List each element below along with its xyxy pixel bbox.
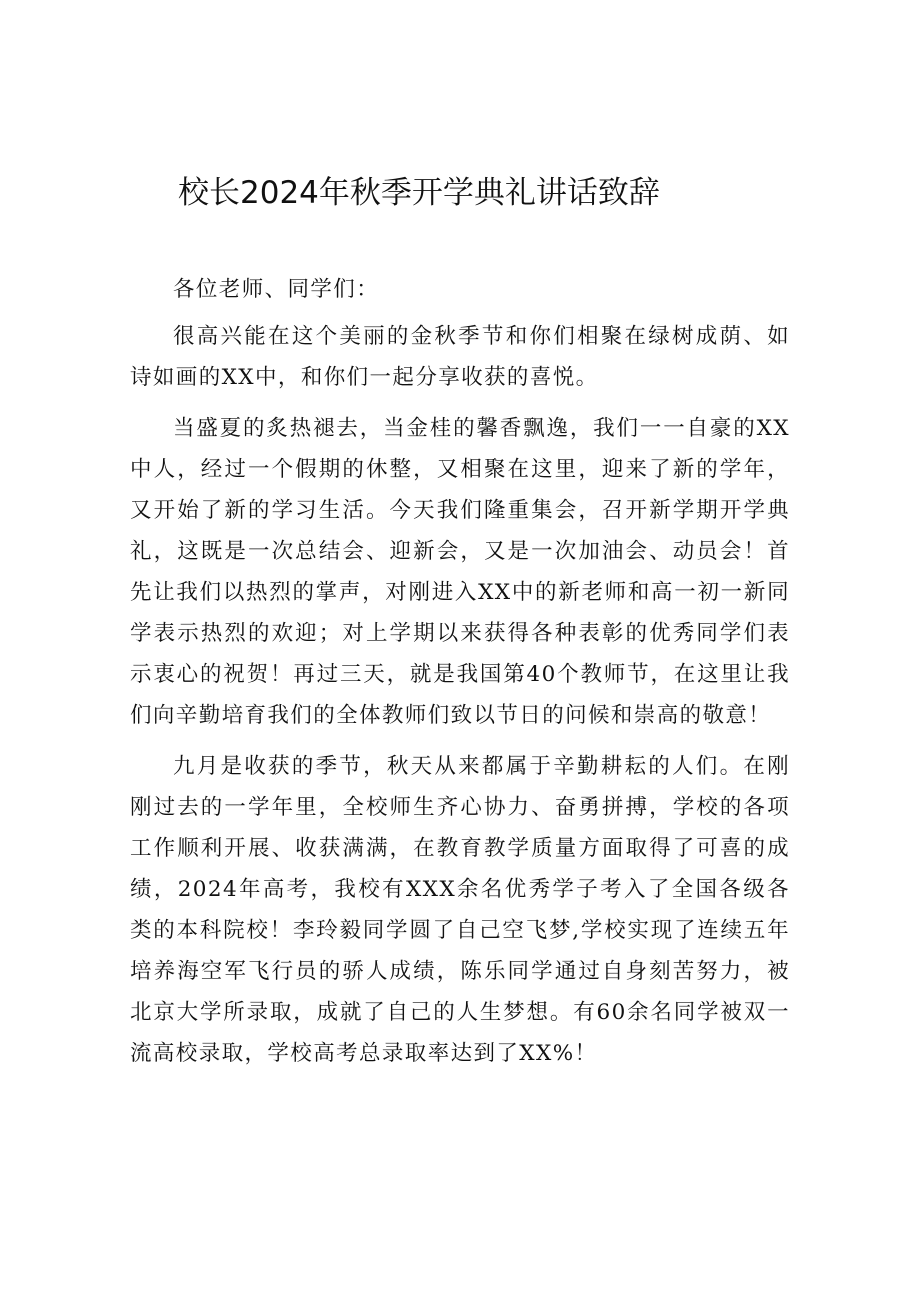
document-body bbox=[130, 269, 790, 1084]
paragraph-achievements: 九月是收获的季节，秋天从来都属于辛勤耕耘的人们。在刚刚过去的一学年里，全校师生齐心协力、奋勇拼搏，学校的各项工作顺利开展、收获满满，在教育教学质量方面取得了可喜的成绩，2024年高考，我校有XXX余名优秀学子考入了全国各级各类的本科院校！李玲毅同学圆了自己空飞梦,学校实现了连续五年培养海空军飞行员的骄人成绩，陈乐同学通过自身刻苦努力，被北京大学所录取，成就了自己的人生梦想。有60余名同学被双一流高校录取，学校高考总录取率达到了XX%！ bbox=[130, 754, 790, 1066]
paragraph-greeting: 各位老师、同学们： bbox=[173, 277, 380, 302]
paragraph-new-semester: 当盛夏的炙热褪去，当金桂的馨香飘逸，我们一一自豪的XX中人，经过一个假期的休整，又相聚在这里，迎来了新的学年，又开始了新的学习生活。今天我们隆重集会，召开新学期开学典礼，这既是一次总结会、迎新会，又是一次加油会、动员会！首先让我们以热烈的掌声，对刚进入XX中的新老师和高一初一新同学表示热烈的欢迎；对上学期以来获得各种表彰的优秀同学们表示衷心的祝贺！再过三天，就是我国第40个教师节，在这里让我们向辛勤培育我们的全体教师们致以节日的问候和崇高的敬意！ bbox=[130, 416, 790, 728]
paragraph-welcome: 很高兴能在这个美丽的金秋季节和你们相聚在绿树成荫、如诗如画的XX中，和你们一起分享收获的喜悦。 bbox=[130, 324, 790, 390]
document-title: 校长2024年秋季开学典礼讲话致辞 bbox=[178, 175, 660, 211]
